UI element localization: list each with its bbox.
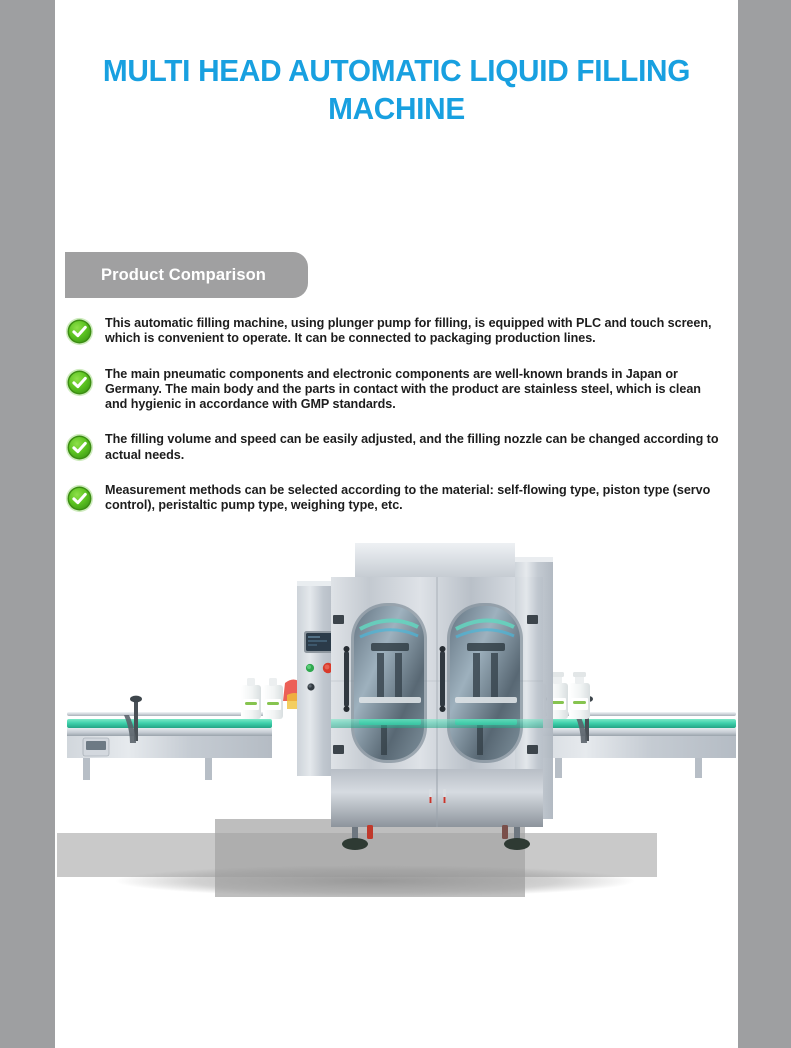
list-item-text: This automatic filling machine, using plunger pump for filling, is equipped with PLC and touch screen, which is convenient to operate. It can be connected to packaging production lines. [105, 316, 712, 346]
list-item-text: The main pneumatic components and electronic components are well-known brands in Japan or Germany. The main body and the parts in contact with the product are stainless steel, which is clean and hygienic in accordance with GMP standards. [105, 366, 701, 412]
product-comparison-banner: Product Comparison [65, 252, 308, 298]
right-viewing-door [440, 603, 524, 763]
section-header-wrap [55, 252, 738, 298]
filling-machine-illustration [55, 533, 738, 925]
green-check-circle-icon [65, 317, 94, 346]
left-viewing-door [344, 603, 428, 763]
list-item [65, 431, 726, 463]
feature-list [55, 315, 738, 514]
page-title: MULTI HEAD AUTOMATIC LIQUID FILLING MACHINE [102, 53, 691, 126]
main-cabinet [331, 543, 553, 850]
product-photo [55, 533, 738, 925]
list-item [65, 366, 726, 413]
green-check-circle-icon [65, 433, 94, 462]
list-item [65, 315, 726, 347]
right-gray-band [738, 0, 791, 1048]
left-gray-band [0, 0, 55, 1048]
page-content [55, 0, 738, 1048]
bottle-group-left [241, 678, 305, 719]
green-check-circle-icon [65, 484, 94, 513]
list-item-text: The filling volume and speed can be easily adjusted, and the filling nozzle can be changed according to actual needs. [105, 432, 719, 462]
list-item-text: Measurement methods can be selected according to the material: self-flowing type, piston type (servo control), peristaltic pump type, weighing type, etc. [105, 483, 711, 513]
green-check-circle-icon [65, 368, 94, 397]
list-item [65, 482, 726, 514]
